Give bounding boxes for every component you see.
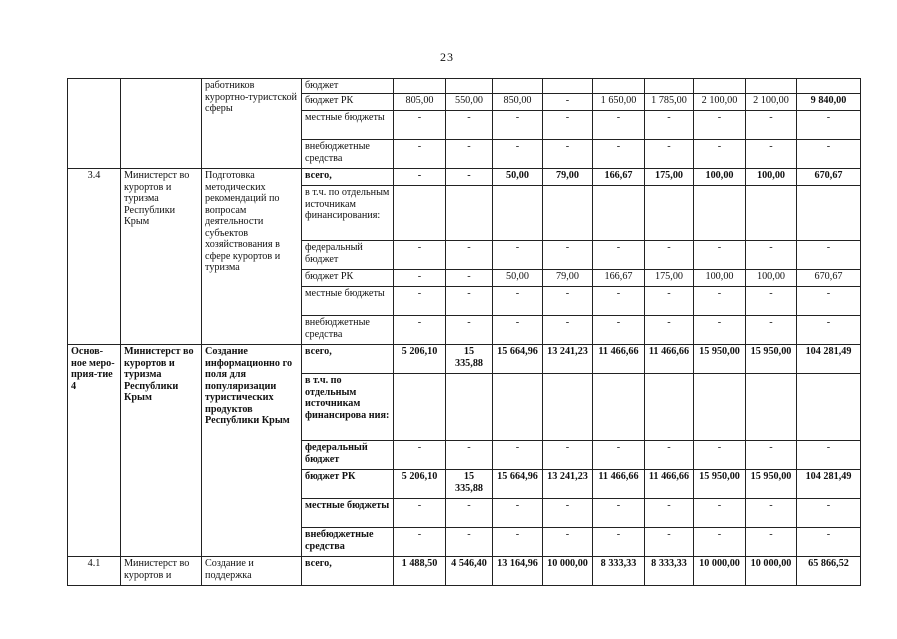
cell-measure: Создание и поддержка (202, 557, 302, 586)
cell-source: местные бюджеты (302, 287, 394, 316)
budget-table (67, 78, 861, 586)
cell-num (68, 79, 121, 169)
cell-value: 805,00 (394, 94, 446, 111)
cell-source: всего, (302, 557, 394, 586)
cell-source: бюджет РК (302, 270, 394, 287)
cell-source: федеральный бюджет (302, 241, 394, 270)
cell-value: 850,00 (493, 94, 543, 111)
cell-value: 1 650,00 (593, 94, 645, 111)
table-row: внебюджетные средства - - - - - - - - - (68, 528, 861, 557)
cell-executor: Министерст во курортов и туризма Республики Крым (121, 169, 202, 345)
table-row: Основ-ное меро-прия-тие 4 Министерст во курортов и туризма Республики Крым Создание информационно го поля для популяризации туристических продуктов Республики Крым всего, 5 206,10 15 335,88 15 664,96 13 241,23 11 466,66 11 466,66 15 950,00 15 950,00 104 281,49 (68, 345, 861, 374)
cell-value: 2 100,00 (746, 94, 797, 111)
cell-value: 1 785,00 (645, 94, 694, 111)
cell-source: внебюджетные средства (302, 140, 394, 169)
cell-num: 3.4 (68, 169, 121, 345)
cell-source: федеральный бюджет (302, 441, 394, 470)
table-row: внебюджетные средства - - - - - - - - - (68, 140, 861, 169)
cell-num: 4.1 (68, 557, 121, 586)
table-row (68, 79, 861, 94)
cell-source: внебюджетные средства (302, 316, 394, 345)
cell-value: - (543, 94, 593, 111)
cell-measure: работников курортно-туристской сферы (202, 79, 302, 169)
cell-executor (121, 79, 202, 169)
cell-source: всего, (302, 345, 394, 374)
table-row: бюджет РК 5 206,10 15 335,88 15 664,96 13 241,23 11 466,66 11 466,66 15 950,00 15 950,00 104 281,49 (68, 470, 861, 499)
cell-measure: Подготовка методических рекомендаций по вопросам деятельности субъектов хозяйствования в сфере курортов и туризма (202, 169, 302, 345)
table-row: местные бюджеты - - - - - - - - - (68, 287, 861, 316)
cell-value: 9 840,00 (797, 94, 861, 111)
table-row: 4.1 Министерст во курортов и Создание и поддержка всего, 1 488,50 4 546,40 13 164,96 10 000,00 8 333,33 8 333,33 10 000,00 10 000,00 65 866,52 (68, 557, 861, 586)
cell-source: бюджет (302, 79, 394, 94)
cell-source: в т.ч. по отдельным источникам финансирова ния: (302, 374, 394, 441)
table-row: внебюджетные средства - - - - - - - - - (68, 316, 861, 345)
cell-source: бюджет РК (302, 470, 394, 499)
cell-source: бюджет РК (302, 94, 394, 111)
table-row: федеральный бюджет - - - - - - - - - (68, 241, 861, 270)
cell-value: 550,00 (446, 94, 493, 111)
cell-source: внебюджетные средства (302, 528, 394, 557)
table-row: федеральный бюджет - - - - - - - - - (68, 441, 861, 470)
table-row: местные бюджеты - - - - - - - - - (68, 111, 861, 140)
table-row: 3.4 Министерст во курортов и туризма Республики Крым Подготовка методических рекомендаций по вопросам деятельности субъектов хозяйствования в сфере курортов и туризма всего, - - 50,00 79,00 166,67 175,00 100,00 100,00 670,67 (68, 169, 861, 186)
cell-source: местные бюджеты (302, 111, 394, 140)
cell-source: в т.ч. по отдельным источникам финансирования: (302, 186, 394, 241)
cell-measure: Создание информационно го поля для популяризации туристических продуктов Республики Крым (202, 345, 302, 557)
table-row: местные бюджеты - - - - - - - - - (68, 499, 861, 528)
cell-source: местные бюджеты (302, 499, 394, 528)
page-number: 23 (440, 50, 454, 64)
cell-value: 2 100,00 (694, 94, 746, 111)
cell-num: Основ-ное меро-прия-тие 4 (68, 345, 121, 557)
cell-executor: Министерст во курортов и туризма Республики Крым (121, 345, 202, 557)
table-row: бюджет РК - - 50,00 79,00 166,67 175,00 100,00 100,00 670,67 (68, 270, 861, 287)
cell-source: всего, (302, 169, 394, 186)
cell-executor: Министерст во курортов и (121, 557, 202, 586)
